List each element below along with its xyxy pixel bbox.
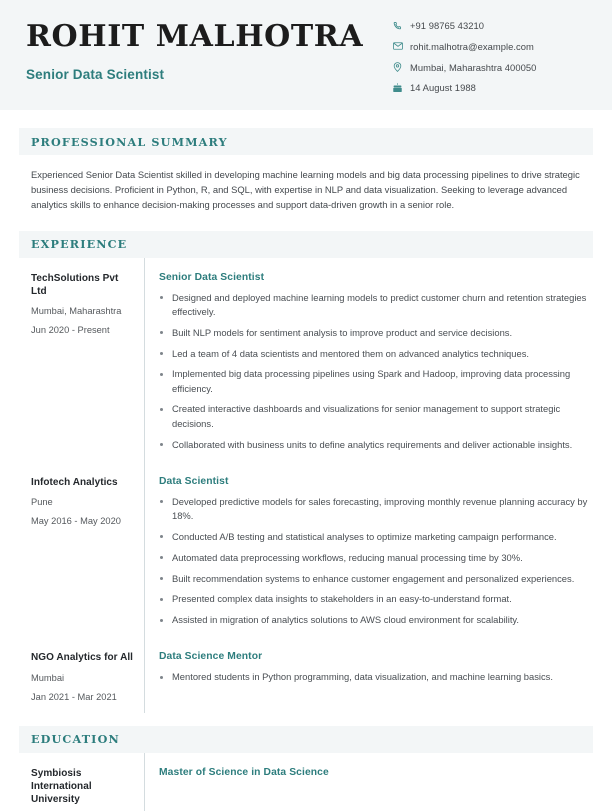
experience-entry-meta	[31, 637, 144, 712]
experience-entry-meta	[31, 462, 144, 638]
experience-entry	[19, 462, 593, 638]
location-pin-icon	[393, 62, 410, 73]
section-education	[19, 726, 593, 811]
contact-phone	[393, 20, 593, 31]
employer-name: TechSolutions Pvt Ltd	[31, 272, 119, 297]
employer-name: NGO Analytics for All	[31, 652, 133, 664]
responsibility-list	[159, 495, 593, 628]
list-item: Collaborated with business units to define analytics requirements and deliver actionable insights.	[159, 438, 593, 452]
job-title: Senior Data Scientist	[159, 271, 265, 283]
job-title: Data Scientist	[159, 475, 229, 487]
responsibility-list	[159, 670, 593, 684]
experience-entry-detail	[144, 462, 593, 638]
degree-name: Master of Science in Data Science	[159, 766, 329, 778]
employer-location: Pune	[31, 497, 53, 508]
section-title-education: EDUCATION	[31, 732, 120, 747]
candidate-job-title: Senior Data Scientist	[26, 66, 165, 82]
education-entry	[19, 753, 593, 811]
list-item: Created interactive dashboards and visualizations for senior management to support strategic decisions.	[159, 402, 593, 431]
list-item: Implemented big data processing pipelines using Spark and Hadoop, improving data processing efficiency.	[159, 367, 593, 396]
list-item: Mentored students in Python programming, data visualization, and machine learning basics.	[159, 670, 593, 684]
list-item: Automated data preprocessing workflows, reducing manual processing time by 30%.	[159, 551, 593, 565]
contact-location	[393, 62, 593, 73]
education-entry-detail	[144, 753, 593, 811]
phone-icon	[393, 20, 410, 31]
contact-list	[393, 18, 593, 103]
job-title: Data Science Mentor	[159, 651, 263, 663]
education-entry-meta	[31, 753, 144, 811]
resume-header	[0, 0, 612, 110]
list-item: Developed predictive models for sales forecasting, improving monthly revenue planning accuracy by 18%.	[159, 495, 593, 524]
institution-name: Symbiosis International University	[31, 767, 92, 806]
employer-location: Mumbai, Maharashtra	[31, 306, 122, 317]
contact-email	[393, 41, 593, 52]
responsibility-list	[159, 291, 593, 452]
section-experience	[19, 231, 593, 713]
employer-location: Mumbai	[31, 672, 65, 683]
contact-location-text: Mumbai, Maharashtra 400050	[410, 61, 537, 73]
contact-birthdate-text: 14 August 1988	[410, 82, 476, 94]
experience-entry	[19, 637, 593, 712]
contact-email-text: rohit.malhotra@example.com	[410, 40, 534, 52]
section-header-bar	[19, 231, 593, 258]
list-item: Designed and deployed machine learning models to predict customer churn and retention strategies effectively.	[159, 291, 593, 320]
contact-birthdate	[393, 82, 593, 93]
list-item: Led a team of 4 data scientists and mentored them on advanced analytics techniques.	[159, 347, 593, 361]
summary-text: Experienced Senior Data Scientist skilled in developing machine learning models and big data processing pipelines to drive strategic business decisions. Proficient in Python, R, and SQL, with expertise in NLP and data visualization. Seeking to leverage advanced analytics skills to enhance decision-making processes and support data-driven growth in a senior role.	[31, 169, 580, 211]
spacer	[0, 110, 612, 128]
experience-entry	[19, 258, 593, 462]
spacer	[0, 213, 612, 231]
experience-entry-meta	[31, 258, 144, 462]
list-item: Presented complex data insights to stakeholders in an easy-to-understand format.	[159, 592, 593, 606]
list-item: Assisted in migration of analytics solutions to AWS cloud environment for scalability.	[159, 613, 593, 627]
birthday-cake-icon	[393, 82, 410, 93]
list-item: Built recommendation systems to enhance customer engagement and personalized experiences.	[159, 572, 593, 586]
employment-dates: Jan 2021 - Mar 2021	[31, 691, 117, 702]
list-item: Conducted A/B testing and statistical analyses to optimize marketing campaign performance.	[159, 530, 593, 544]
spacer	[0, 713, 612, 726]
employer-name: Infotech Analytics	[31, 476, 118, 488]
section-title-experience: EXPERIENCE	[31, 237, 128, 252]
employment-dates: Jun 2020 - Present	[31, 325, 110, 336]
experience-entry-detail	[144, 637, 593, 712]
section-title-summary: PROFESSIONAL SUMMARY	[31, 134, 228, 149]
section-header-bar	[19, 726, 593, 753]
email-icon	[393, 41, 410, 52]
employment-dates: May 2016 - May 2020	[31, 516, 121, 527]
candidate-name: ROHIT MALHOTRA	[26, 19, 364, 54]
experience-entry-detail	[144, 258, 593, 462]
section-header-bar	[19, 128, 593, 155]
header-identity	[26, 18, 393, 82]
list-item: Built NLP models for sentiment analysis to improve product and service decisions.	[159, 326, 593, 340]
section-professional-summary	[19, 128, 593, 213]
contact-phone-text: +91 98765 43210	[410, 20, 485, 31]
